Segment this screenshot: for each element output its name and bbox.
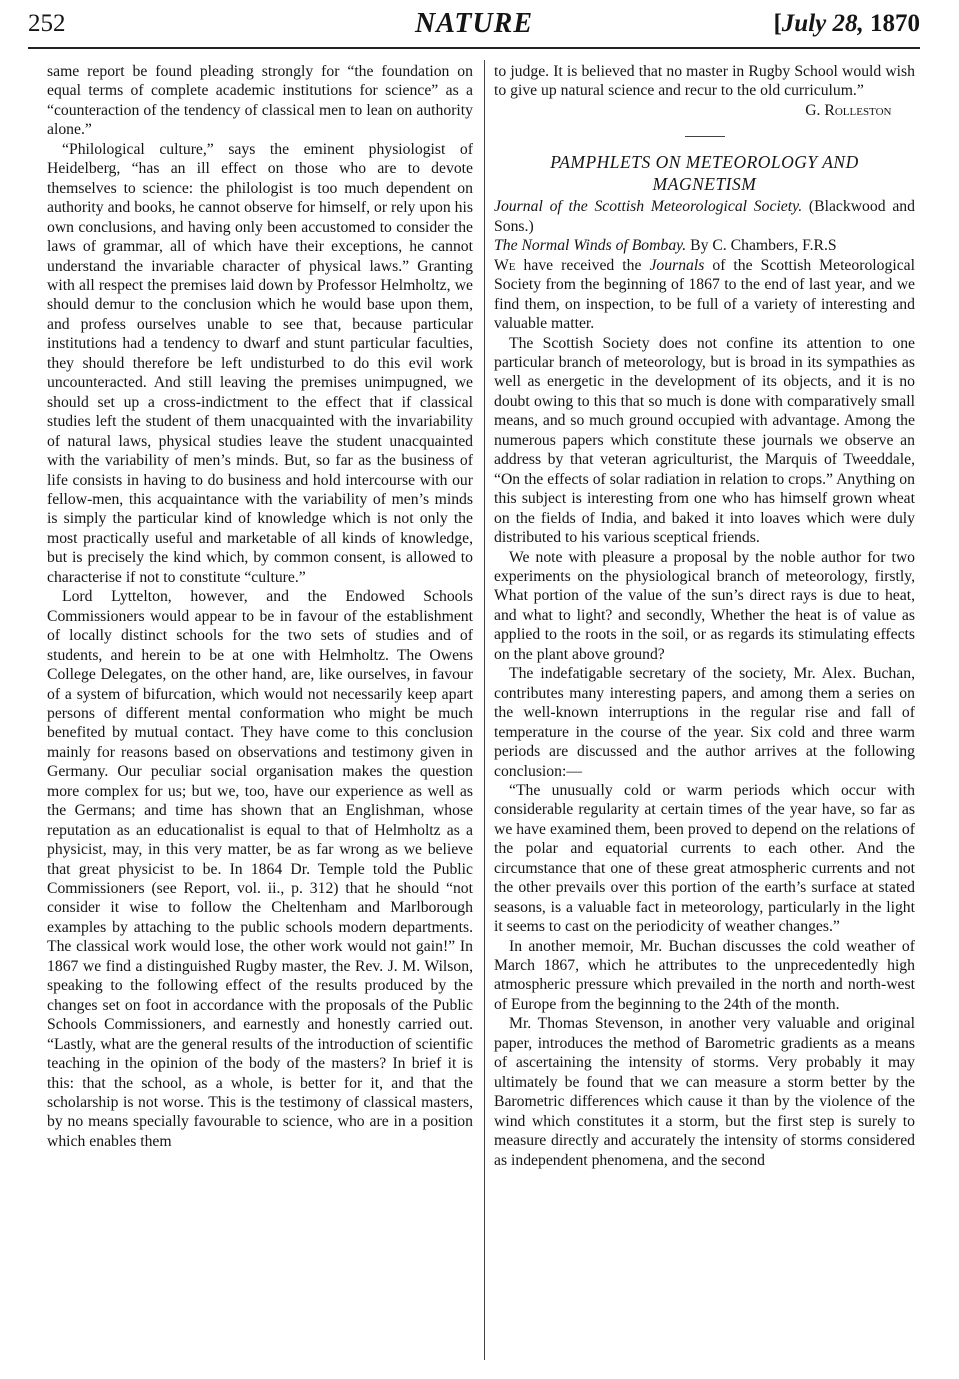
bib-2-author: By C. Chambers, F.R.S	[686, 237, 837, 255]
intro-text-b: of the Scottish Meteorological Society from the beginning of 1867 to the end of last year, and we find them, on inspection, to be full of a variety of interesting and valuable matter.	[494, 256, 915, 333]
continuation-text	[494, 62, 915, 120]
date-month-day: July 28,	[781, 10, 864, 37]
left-column	[47, 62, 473, 1151]
right-paragraph-6: Mr. Thomas Stevenson, in another very valuable and original paper, introduces the method of Barometric gradients as a means of ascertaining the intensity of storms. Very probably it may ultimately be found that we can measure a storm better by the Barometric differences which cause it than by the violence of the wind which constitutes it a storm, but the first step is surely to measure directly and accurately the intensity of storms considered as independent phenomena, and the second	[494, 1015, 915, 1169]
right-paragraph-4: “The unusually cold or warm periods which occur with considerable regularity at certain times of the year have, so far as we have examined them, been proved to depend on the relations of the polar and equatorial currents to each other. And the circumstance that one of these great atmospheric currents and not the other prevails over this portion of the earth’s surface at stated seasons, is a valuable fact in meteorology, particularly in the light it seems to cast on the periodicity of weather changes.”	[494, 781, 915, 936]
right-paragraph-1: The Scottish Society does not confine its attention to one particular branch of meteorology, but is broad in its sympathies as well as energetic in the development of its objects, and it is no doubt owing to this that so much is done with comparatively small means, and so much ground occupied with advantage. Among the numerous papers which constitute these journals we observe an address by that veteran agriculturist, the Marquis of Tweeddale, “On the effects of solar radiation in relation to crops.” Anything on this subject is interesting from one who has himself grown wheat on the fields of India, and baked it into loaves which were duly distributed to his various sceptical friends.	[494, 334, 915, 547]
left-paragraph-3: Lord Lyttelton, however, and the Endowed Schools Commissioners would appear to be in favour of the establishment of locally distinct schools for the two sets of studies and of students, and herein to be at one with Helmholtz. The Owens College Delegates, on the other hand, are, like ourselves, in favour of a system of bifurcation, which would not necessarily keep apart persons of different mental conformation who might be much benefited by mutual contact. They have come to this conclusion mainly for reasons based on observations and testimony given in Germany. Our peculiar social organisation makes the question more complex for us; but we, too, have our experience as well as the Germans; and time has shown that an Englishman, whose reputation as an educationalist is equal to that of Helmholtz as a physicist, may, in this very matter, be as far wrong as we believe that great physicist to be. In 1864 Dr. Temple told the Public Commissioners (see Report, vol. ii., p. 312) that he should “not consider it wise to follow the Cheltenham and Marlborough examples by attaching to the public schools modern departments. The classical work would lose, the other work would not gain!” In 1867 we find a distinguished Rugby master, the Rev. J. M. Wilson, speaking to the following effect of the results produced by the changes set on foot in accordance with the proposals of the Public Schools Commissioners, and earnestly and honestly carried out. “Lastly, what are the general results of the introduction of scientific teaching in the opinion of the body of the masters? In brief it is this: that the school, as a whole, is better for it, and that the scholarship is not worse. This is the testimony of classical masters, by no means specially favourable to science, who are in a position which enables them	[47, 588, 473, 1150]
intro-opening-word: We	[494, 256, 516, 274]
continuation-body: to judge. It is believed that no master in Rugby School would wish to give up natural science and recur to the old curriculum.”	[494, 63, 915, 100]
section-title-line-2: MAGNETISM	[652, 174, 757, 195]
page-header	[28, 8, 920, 42]
intro-text-a: have received the	[515, 256, 650, 274]
right-paragraph-3: The indefatigable secretary of the society, Mr. Alex. Buchan, contributes many interesting papers, and among them a series on the well-known interruptions in the regular rise and fall of temperature in the course of the year. Six cold and three warm periods are discussed and the author arrives at the following conclusion:—	[494, 665, 915, 780]
bib-1-title: Journal of the Scottish Meteorological Society.	[494, 198, 803, 216]
bib-2-title: The Normal Winds of Bombay.	[494, 237, 687, 255]
column-divider	[484, 60, 485, 1360]
review-intro-paragraph	[494, 256, 915, 334]
bibliography-entry-2	[494, 236, 915, 255]
issue-date	[773, 10, 920, 38]
date-bracket: [	[773, 10, 782, 37]
bib-1-publisher: (Blackwood and Sons.)	[494, 198, 915, 235]
right-paragraph-5: In another memoir, Mr. Buchan discusses the cold weather of March 1867, which he attributes to the unprecedentedly high atmospheric pressure which prevailed in the north and north-west of Europe from the beginning to the 24th of the month.	[494, 937, 915, 1013]
intro-italic: Journals	[649, 256, 705, 274]
section-separator	[685, 136, 725, 137]
left-paragraph-2: “Philological culture,” says the eminent physiologist of Heidelberg, “has an ill effect on those who are to devote themselves to science: the philologist is too much dependent on authority and books, he cannot observe for himself, or rely upon his own conclusions, and having only been accustomed to consider the laws of grammar, all of which have their exceptions, he cannot understand the invariable character of physical laws.” Granting with all respect the premises laid down by Professor Helmholtz, we should demur to the conclusion which he would base upon them, and profess ourselves unable to see that, because particular institutions had a tendency to dwarf and stunt particular faculties, they should therefore be left undisturbed to do this evil work uncounteracted. And still leaving the premises unimpugned, we should set up a cross-indictment to the effect that if classical studies left the student of them unacquainted with the invariability of natural laws, physical studies leave the student unacquainted with the variability of men’s minds. But, so far as the business of life consists in having to do business and hold intercourse with our fellow-men, this acquaintance with the variability of men’s minds is simply the particular kind of knowledge which is not only the most practically useful and marketable of all kinds of knowledge, but is precisely the kind which, by common consent, is allowed to characterise if not to constitute “culture.”	[47, 140, 473, 586]
bibliography-entry-1	[494, 197, 915, 236]
section-title	[494, 151, 915, 195]
right-paragraph-2: We note with pleasure a proposal by the noble author for two experiments on the physiological branch of meteorology, firstly, What portion of the value of the sun’s direct rays is due to heat, and what to light? and secondly, Whether the heat is of value as applied to the roots in the soil, or as regards its stimulating effects on the plant above ground?	[494, 548, 915, 663]
journal-title: NATURE	[414, 8, 534, 39]
date-year: 1870	[870, 10, 920, 37]
author-signature	[494, 101, 915, 120]
right-column	[494, 62, 915, 1170]
left-paragraph-1: same report be found pleading strongly for “the foundation on equal terms of complete academic institutions for science” as a “counteraction of the tendency of classical men to lean on authority alone.”	[47, 63, 473, 139]
signature-name: G. Rolleston	[805, 101, 892, 119]
header-rule	[28, 47, 920, 49]
section-title-line-1: PAMPHLETS ON METEOROLOGY AND	[550, 152, 859, 173]
page-number: 252	[28, 10, 66, 37]
